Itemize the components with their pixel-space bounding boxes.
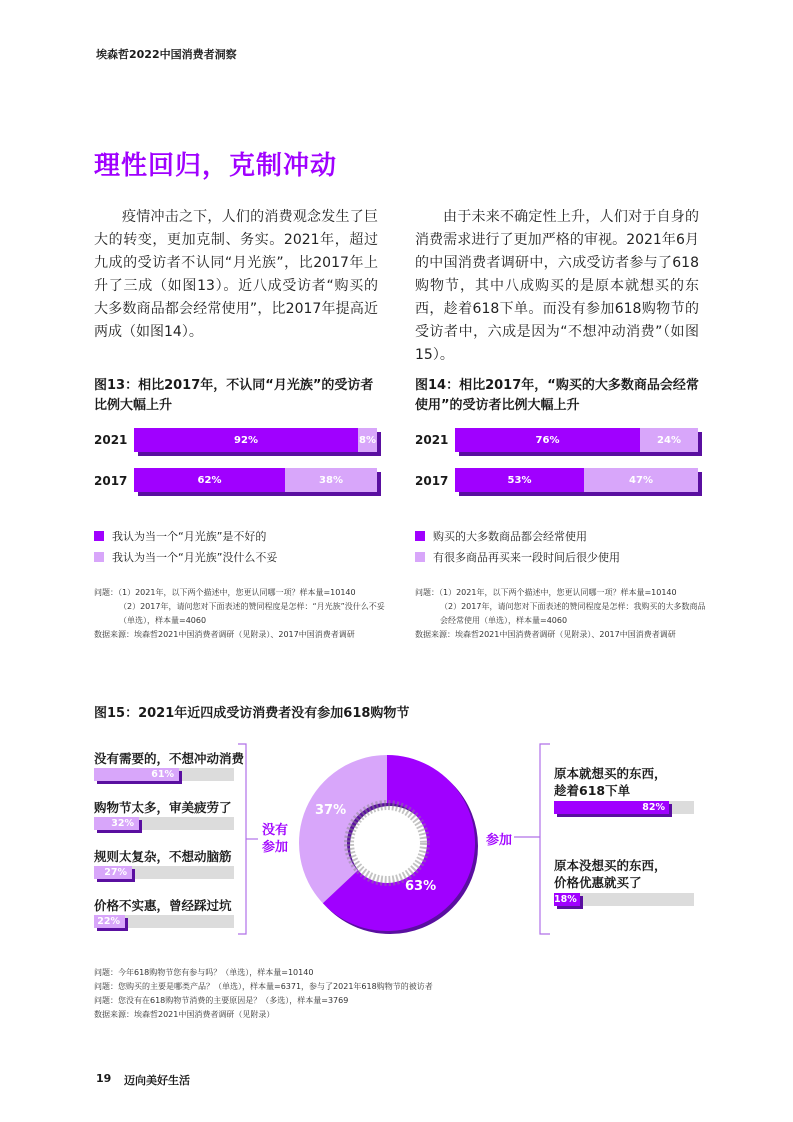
reason-label: 没有需要的，不想冲动消费	[94, 751, 245, 766]
fig13-source: 数据来源：埃森哲2021中国消费者调研（见附录）、2017中国消费者调研	[94, 630, 355, 639]
fig15-left-tag-line2: 参加	[262, 840, 289, 855]
reason-label-line1: 原本就想买的东西，	[554, 766, 667, 781]
fig13-bar-2017	[134, 468, 377, 492]
fig15-notes	[94, 966, 694, 1022]
donut-inner-ring	[349, 805, 425, 881]
fig14-year-2021: 2021	[415, 433, 449, 447]
fig14-title	[415, 376, 715, 416]
fig14-bar-dark-segment: 76%	[455, 428, 640, 452]
fig14-bar-2017	[455, 468, 698, 492]
fig13-bar-light-segment: 38%	[285, 468, 377, 492]
fig13-title	[94, 376, 394, 416]
legend-swatch-light	[415, 552, 425, 562]
page-number: 19	[96, 1072, 112, 1085]
fig15-note3: 问题：您没有在618购物节消费的主要原因是？（多选），样本量=3769	[94, 996, 349, 1005]
fig13-title-line1: 图13：相比2017年，不认同“月光族”的受访者	[94, 378, 374, 393]
fig13-notes	[94, 586, 394, 642]
fig14-legend-light	[415, 549, 620, 565]
reason-label: 价格不实惠，曾经踩过坑	[94, 898, 232, 913]
fig14-year-2017: 2017	[415, 474, 449, 488]
fig13-note1: 问题：（1）2021年，以下两个描述中，您更认同哪一项？样本量=10140	[94, 588, 356, 597]
report-header: 埃森哲2022中国消费者洞察	[96, 48, 237, 61]
fig15-source: 数据来源：埃森哲2021中国消费者调研（见附录）	[94, 1010, 275, 1019]
fig13-legend-light-label: 我认为当一个“月光族”没什么不妥	[112, 551, 278, 564]
fig14-bar-dark-segment: 53%	[455, 468, 584, 492]
fig14-legend-dark	[415, 528, 587, 544]
reason-label-line1: 原本没想买的东西，	[554, 858, 667, 873]
reason-bar-fill: 82%	[554, 801, 669, 814]
reason-bar-fill: 22%	[94, 915, 125, 928]
fig13-legend-light	[94, 549, 277, 565]
fig14-notes	[415, 586, 715, 642]
fig14-bar-light-segment: 24%	[640, 428, 698, 452]
donut-label-participate: 63%	[405, 879, 437, 894]
fig14-note1: 问题：（1）2021年，以下两个描述中，您更认同哪一项？样本量=10140	[415, 588, 677, 597]
fig13-note3: （单选），样本量=4060	[119, 616, 207, 625]
fig13-bar-dark-segment: 62%	[134, 468, 285, 492]
fig13-bar-dark-segment: 92%	[134, 428, 358, 452]
reason-label-line2: 趁着618下单	[554, 783, 631, 798]
fig15-donut-chart	[295, 748, 485, 943]
fig14-legend-light-label: 有很多商品再买来一段时间后很少使用	[433, 551, 620, 564]
fig15-note2: 问题：您购买的主要是哪类产品？（单选），样本量=6371，参与了2021年618购物节的被访者	[94, 982, 433, 991]
fig14-source: 数据来源：埃森哲2021中国消费者调研（见附录）、2017中国消费者调研	[415, 630, 676, 639]
legend-swatch-light	[94, 552, 104, 562]
fig15-note1: 问题：今年618购物节您有参与吗？（单选），样本量=10140	[94, 968, 314, 977]
fig15-not-participate-tag	[262, 822, 288, 856]
fig13-bar-2021	[134, 428, 377, 452]
fig15-left-tag-line1: 没有	[262, 823, 289, 838]
paragraph-left: 疫情冲击之下，人们的消费观念发生了巨大的转变，更加克制、务实。2021年，超过九成的受访者不认同“月光族”，比2017年上升了三成（如图13）。近八成受访者“购买的大多数商品都会经常使用”，比2017年提高近两成（如图14）。	[94, 209, 378, 340]
reason-label: 规则太复杂，不想动脑筋	[94, 849, 232, 864]
paragraph-right: 由于未来不确定性上升，人们对于自身的消费需求进行了更加严格的审视。2021年6月的中国消费者调研中，六成受访者参与了618购物节，其中八成购买的是原本就想买的东西，趁着618下单。而没有参加618购物节的受访者中，六成是因为“不想冲动消费”（如图15）。	[415, 209, 699, 363]
fig14-bar-2021	[455, 428, 698, 452]
reason-bar-fill: 32%	[94, 817, 139, 830]
fig15-participate-tag: 参加	[486, 833, 513, 848]
donut-label-not-participate: 37%	[315, 803, 347, 818]
fig14-note3: 会经常使用（单选），样本量=4060	[440, 616, 568, 625]
reason-bar-fill: 61%	[94, 768, 179, 781]
reason-label-line2: 价格优惠就买了	[554, 875, 642, 890]
fig13-bar-light-segment: 8%	[358, 428, 377, 452]
fig14-note2: （2）2017年，请问您对下面表述的赞同程度是怎样：我购买的大多数商品	[440, 602, 706, 611]
section-title: 理性回归，克制冲动	[94, 151, 338, 181]
fig14-legend-dark-label: 购买的大多数商品都会经常使用	[433, 530, 587, 543]
fig15-right-bracket	[512, 742, 552, 937]
fig14-title-line1: 图14：相比2017年，“购买的大多数商品会经常	[415, 378, 699, 393]
fig15-title: 图15：2021年近四成受访消费者没有参加618购物节	[94, 706, 410, 721]
fig13-title-line2: 比例大幅上升	[94, 398, 173, 413]
footer-title: 迈向美好生活	[124, 1074, 190, 1087]
reason-bar-fill: 27%	[94, 866, 132, 879]
reason-bar-fill: 18%	[554, 893, 580, 906]
fig13-year-2021: 2021	[94, 433, 128, 447]
fig14-title-line2: 使用”的受访者比例大幅上升	[415, 398, 580, 413]
reason-label: 购物节太多，审美疲劳了	[94, 800, 232, 815]
legend-swatch-dark	[415, 531, 425, 541]
fig13-legend-dark-label: 我认为当一个“月光族”是不好的	[112, 530, 267, 543]
fig14-bar-light-segment: 47%	[584, 468, 698, 492]
fig13-year-2017: 2017	[94, 474, 128, 488]
fig13-legend-dark	[94, 528, 266, 544]
legend-swatch-dark	[94, 531, 104, 541]
fig13-note2: （2）2017年，请问您对下面表述的赞同程度是怎样：“月光族”没什么不妥	[119, 602, 385, 611]
